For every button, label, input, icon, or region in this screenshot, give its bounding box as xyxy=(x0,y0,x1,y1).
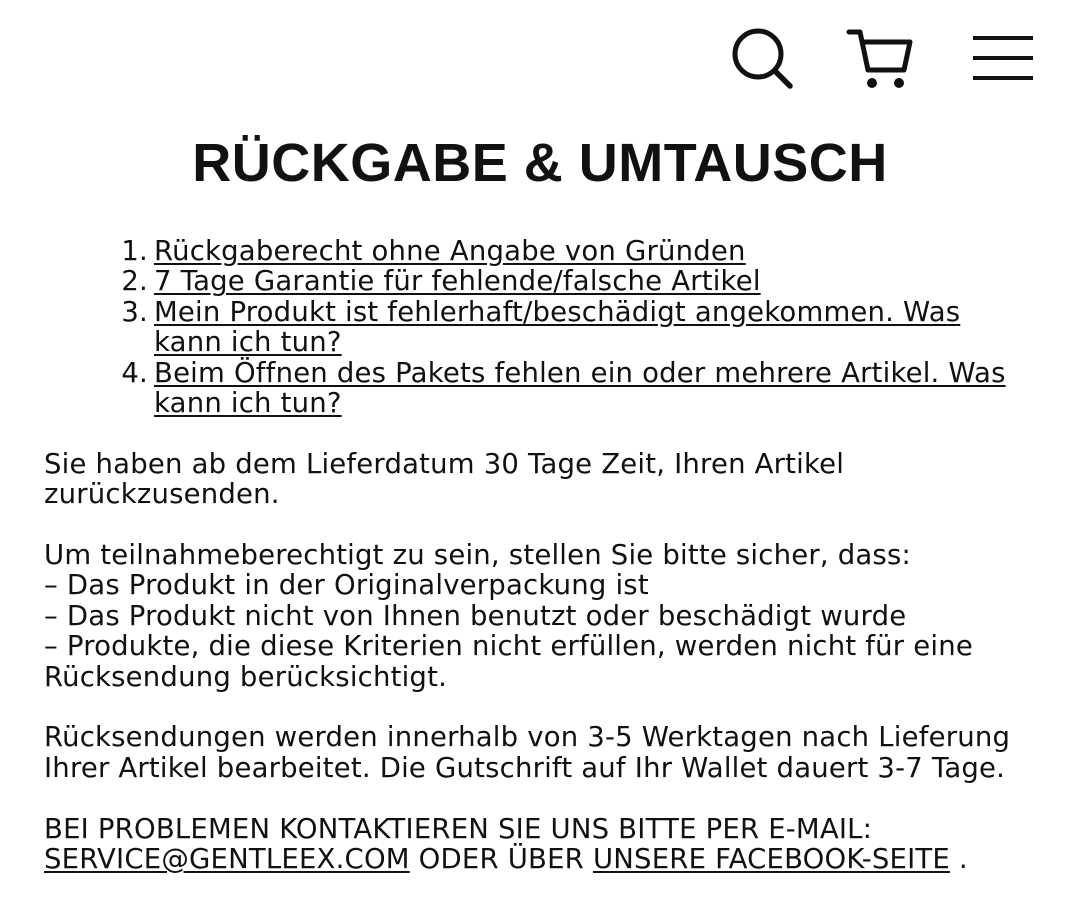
toc-link-guarantee[interactable]: 7 Tage Garantie für fehlende/falsche Artikel xyxy=(154,265,761,298)
contact-end-text: . xyxy=(949,843,968,876)
toc-number: 3. xyxy=(121,295,148,328)
toc-number: 2. xyxy=(121,265,148,298)
toc-item xyxy=(121,235,1034,267)
toc-item xyxy=(121,356,1034,420)
contact-block xyxy=(44,814,1034,875)
facebook-link[interactable]: UNSERE FACEBOOK-SEITE xyxy=(592,843,950,876)
toc-item xyxy=(121,295,1034,359)
cart-icon[interactable] xyxy=(846,24,916,92)
toc-link-damaged[interactable]: Mein Produkt ist fehlerhaft/beschädigt angekommen. Was kann ich tun? xyxy=(154,295,961,359)
toc-number: 4. xyxy=(121,356,148,389)
toc-number: 1. xyxy=(121,235,148,267)
eligibility-item: – Das Produkt nicht von Ihnen benutzt oder beschädigt wurde xyxy=(44,599,907,632)
toc-item xyxy=(121,265,1034,298)
return-period-text: Sie haben ab dem Lieferdatum 30 Tage Zeit, Ihren Artikel zurückzusenden. xyxy=(44,447,845,511)
eligibility-item: – Produkte, die diese Kriterien nicht erfüllen, werden nicht für eine Rücksendung berücksichtigt. xyxy=(44,630,973,693)
eligibility-block xyxy=(44,540,1034,692)
contact-or-text: ODER ÜBER xyxy=(409,843,593,876)
header-icons xyxy=(0,22,1080,92)
email-link[interactable]: SERVICE@GENTLEEX.COM xyxy=(44,843,410,876)
search-icon[interactable] xyxy=(730,26,794,90)
contact-intro: BEI PROBLEMEN KONTAKTIEREN SIE UNS BITTE PER E-MAIL: xyxy=(44,812,873,845)
eligibility-intro: Um teilnahmeberechtigt zu sein, stellen Sie bitte sicher, dass: xyxy=(44,539,911,572)
toc-link-return-right[interactable]: Rückgaberecht ohne Angabe von Gründen xyxy=(154,235,746,267)
processing-text: Rücksendungen werden innerhalb von 3-5 Werktagen nach Lieferung Ihrer Artikel bearbeitet. Die Gutschrift auf Ihr Wallet dauert 3-7 Tage. xyxy=(44,721,1011,784)
menu-icon[interactable] xyxy=(970,30,1036,86)
eligibility-item: – Das Produkt in der Originalverpackung ist xyxy=(44,569,649,602)
main-content xyxy=(44,236,1034,874)
page-title: RÜCKGABE & UMTAUSCH xyxy=(192,133,888,193)
table-of-contents xyxy=(44,236,1034,418)
toc-link-missing-items[interactable]: Beim Öffnen des Pakets fehlen ein oder mehrere Artikel. Was kann ich tun? xyxy=(154,356,1006,420)
